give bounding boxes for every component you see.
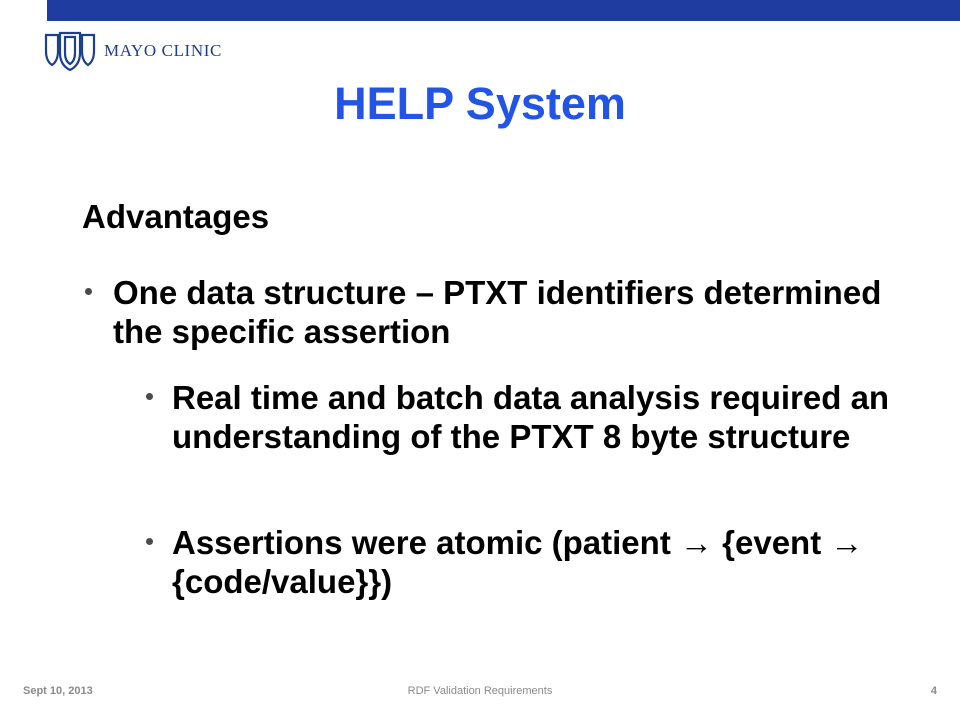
sub-bullet-item: Real time and batch data analysis required an understanding of the PTXT 8 byte structure bbox=[172, 379, 890, 455]
mayo-shield-icon bbox=[44, 31, 96, 71]
sub-bullet-item: Assertions were atomic (patient → {event → {code/value}}) bbox=[172, 524, 864, 600]
footer-title: RDF Validation Requirements bbox=[407, 685, 553, 697]
page-number: 4 bbox=[930, 685, 937, 697]
bullet-item: One data structure – PTXT identifiers determined the specific assertion bbox=[113, 274, 882, 350]
bullet-dot-icon bbox=[85, 288, 92, 295]
slide-title: HELP System bbox=[334, 78, 626, 129]
header-bar bbox=[47, 0, 960, 21]
logo-text: MAYO CLINIC bbox=[104, 41, 222, 60]
bullet-dot-icon bbox=[146, 538, 153, 545]
footer-date: Sept 10, 2013 bbox=[23, 685, 93, 697]
slide-subtitle: Advantages bbox=[82, 198, 270, 235]
mayo-clinic-logo bbox=[44, 31, 222, 71]
bullet-dot-icon bbox=[146, 393, 153, 400]
